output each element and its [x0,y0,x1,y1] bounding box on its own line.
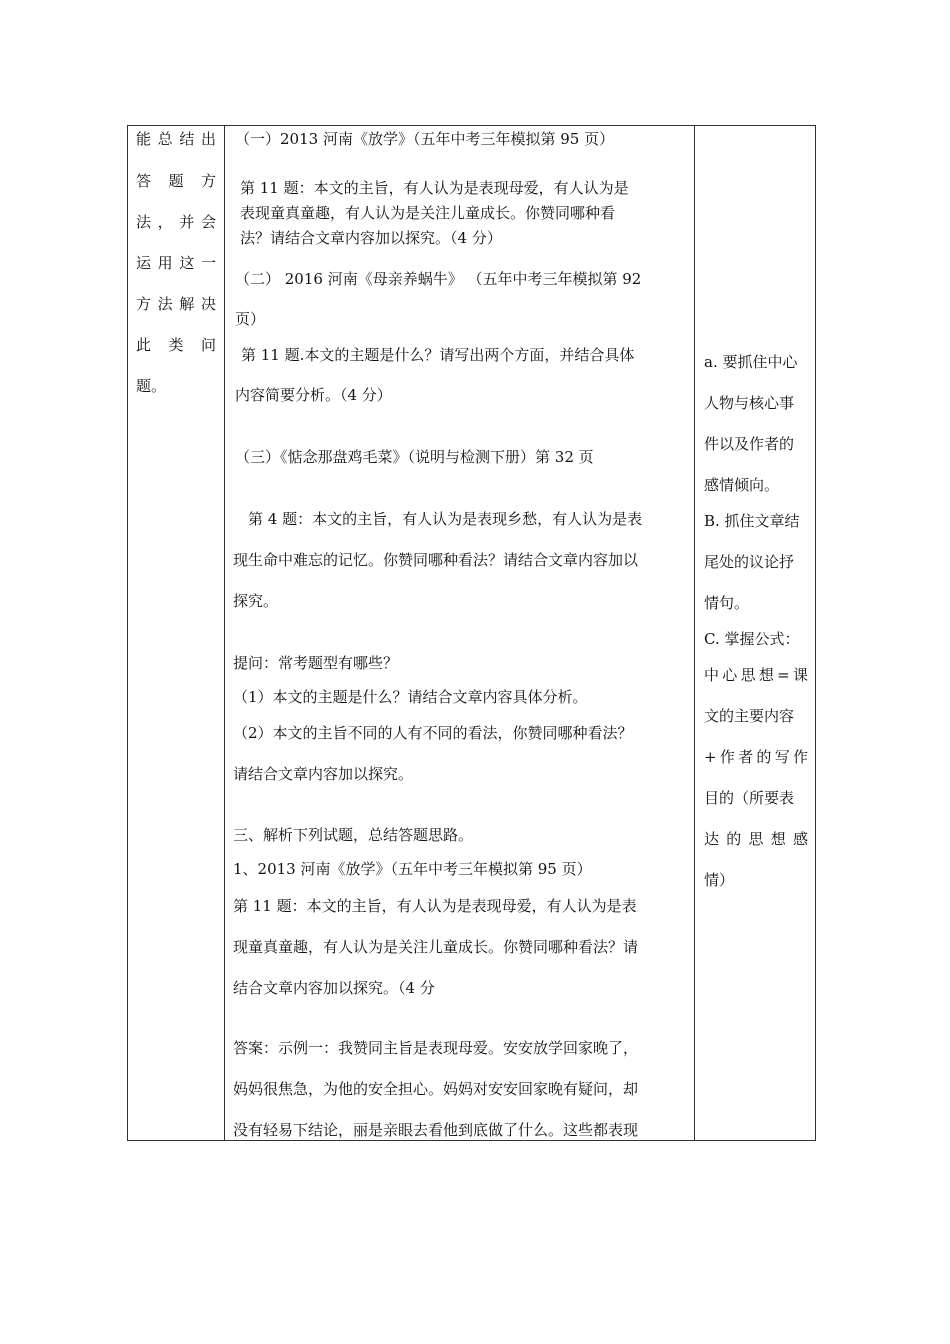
tip-line: 感情倾向。 [704,476,780,494]
exercise-heading: （一）2013 河南《放学》（五年中考三年模拟第 95 页） [235,130,615,148]
prompt-text: 提问：常考题型有哪些？ [233,654,399,672]
answer-text: 妈妈很焦急，为他的安全担心。妈妈对安安回家晚有疑问，却 [233,1080,639,1098]
objective-line: 运用这一 [136,254,216,272]
formula-line: +作者的写作 [704,748,808,766]
formula-line: 情） [704,871,735,889]
question-text: 结合文章内容加以探究。（4 分 [233,979,435,997]
section-heading: 三、解析下列试题，总结答题思路。 [233,826,474,844]
answer-text: 没有轻易下结论，丽是亲眼去看他到底做了什么。这些都表现 [233,1121,639,1139]
question-text: 第 11 题.本文的主题是什么？请写出两个方面，并结合具体 [241,346,635,364]
tip-line: 情句。 [704,594,750,612]
question-type: （2）本文的主旨不同的人有不同的看法，你赞同哪种看法？ [233,724,633,742]
formula-line: 文的主要内容 [704,707,795,725]
tip-line: B. 抓住文章结 [704,512,800,530]
tip-line: a. 要抓住中心 [704,353,798,371]
question-type: （1）本文的主题是什么？请结合文章内容具体分析。 [233,688,588,706]
formula-line: 目的（所要表 [704,789,795,807]
objective-line: 题。 [136,377,167,395]
tip-line: 件以及作者的 [704,435,795,453]
column-divider-left [224,126,225,1140]
formula-line: 达 的 思 想 感 [704,830,808,848]
question-text: 现生命中难忘的记忆。你赞同哪种看法？请结合文章内容加以 [233,551,639,569]
exercise-heading: 页） [235,310,266,328]
objective-line: 此 类 问 [136,336,216,354]
question-type: 请结合文章内容加以探究。 [233,765,414,783]
tip-line: 人物与核心事 [704,394,795,412]
answer-text: 答案：示例一：我赞同主旨是表现母爱。安安放学回家晚了， [233,1039,639,1057]
question-text: 法？请结合文章内容加以探究。（4 分） [240,229,502,247]
objective-line: 答 题 方 [136,172,216,190]
exercise-heading: （三）《惦念那盘鸡毛菜》（说明与检测下册）第 32 页 [235,448,594,466]
question-text: 第 11 题：本文的主旨，有人认为是表现母爱，有人认为是 [240,179,629,197]
exercise-heading: 1、2013 河南《放学》（五年中考三年模拟第 95 页） [233,860,592,878]
exercise-heading: （二） 2016 河南《母亲养蜗牛》 （五年中考三年模拟第 92 [235,270,642,288]
question-text: 第 11 题：本文的主旨，有人认为是表现母爱，有人认为是表 [233,897,637,915]
column-divider-right [694,126,695,1140]
tip-line: C. 掌握公式： [704,630,800,648]
question-text: 探究。 [233,592,279,610]
objective-line: 方法解决 [136,295,216,313]
question-text: 内容简要分析。（4 分） [235,386,392,404]
objective-line: 法，并会 [136,213,216,231]
question-text: 表现童真童趣，有人认为是关注儿童成长。你赞同哪种看 [240,204,616,222]
question-text: 现童真童趣，有人认为是关注儿童成长。你赞同哪种看法？请 [233,938,639,956]
formula-line: 中心思想=课 [704,666,808,684]
objective-line: 能总结出 [136,130,216,148]
question-text: 第 4 题：本文的主旨，有人认为是表现乡愁，有人认为是表 [248,510,643,528]
tip-line: 尾处的议论抒 [704,553,795,571]
